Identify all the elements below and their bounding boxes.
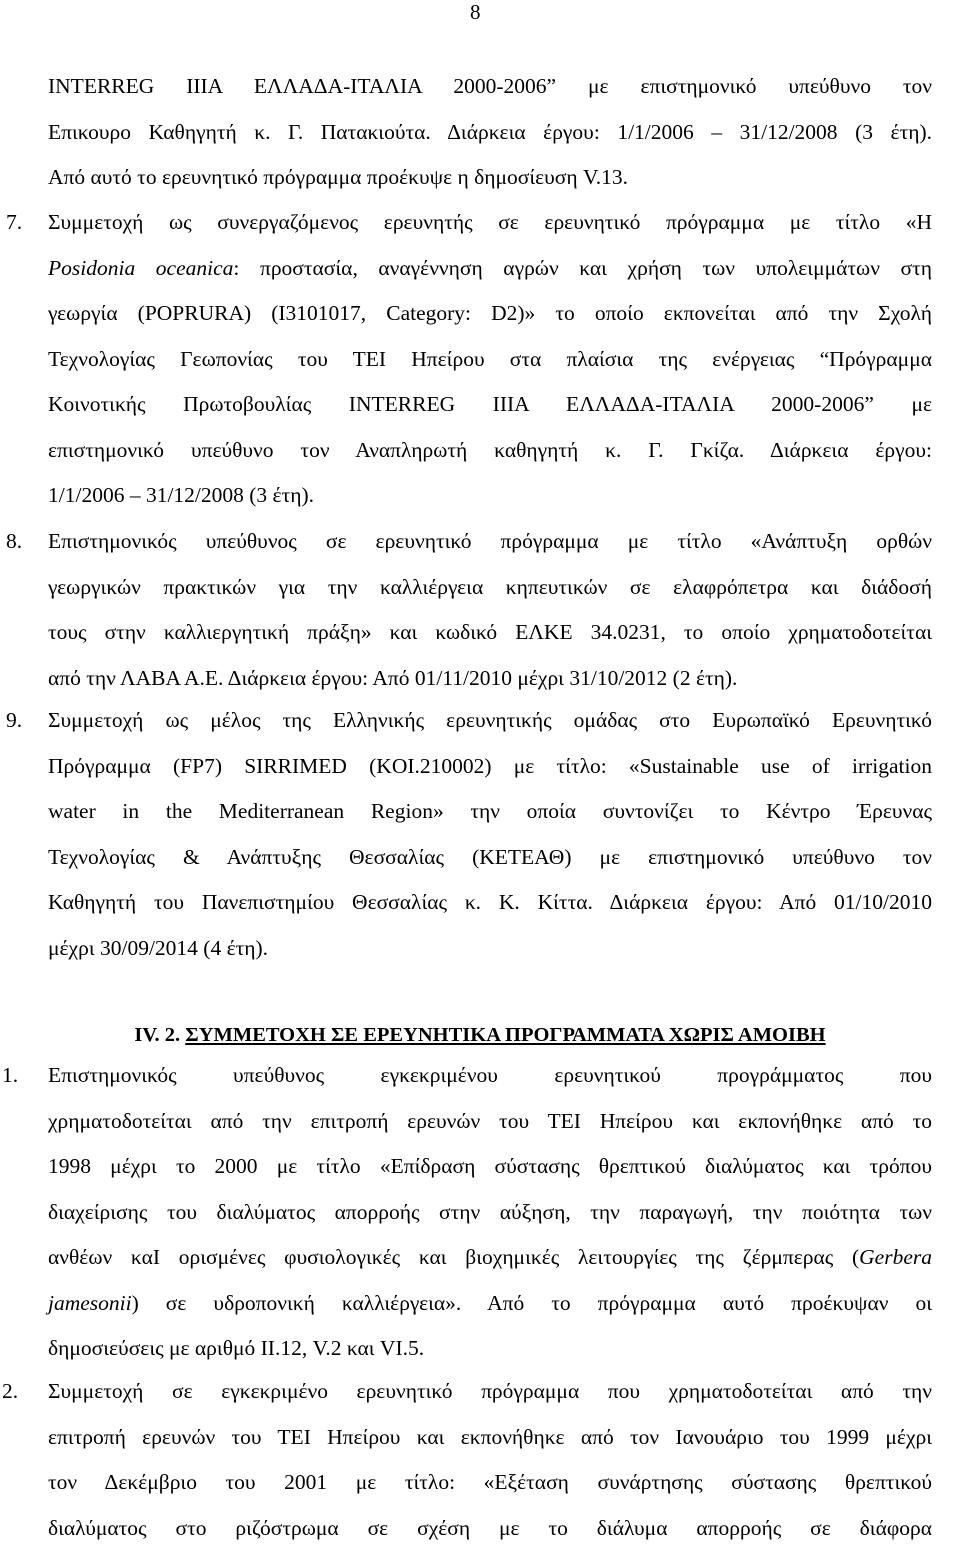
page-number: 8 [470, 0, 481, 25]
text-line: 1998 μέχρι το 2000 με τίτλο «Επίδραση σύστασης θρεπτικού διαλύματος και τρόπου [48, 1144, 932, 1190]
text-line: γεωργικών πρακτικών για την καλλιέργεια κηπευτικών σε ελαφρόπετρα και διάδοσή [48, 565, 932, 611]
text-fragment: ανθέων καI ορισμένες φυσιολογικές και βιοχημικές λειτουργίες της ζέρμπερας ( [48, 1245, 859, 1269]
text-line: διαλύματος στο ριζόστρωμα σε σχέση με το διάλυμα απορροής σε διάφορα [48, 1506, 932, 1551]
text-line: Επιστημονικός υπεύθυνος σε ερευνητικό πρόγραμμα με τίτλο «Ανάπτυξη ορθών [48, 519, 932, 565]
list-item-1 [48, 1053, 932, 1372]
text-line: επιτροπή ερευνών του ΤΕΙ Ηπείρου και εκπονήθηκε από τον Ιανουάριο του 1999 μέχρι [48, 1415, 932, 1461]
text-line: Επικουρο Καθηγητή κ. Γ. Πατακιούτα. Διάρκεια έργου: 1/1/2006 – 31/12/2008 (3 έτη). [48, 110, 932, 156]
text-line [48, 1235, 932, 1281]
list-item-2 [48, 1369, 932, 1551]
text-line: δημοσιεύσεις με αριθμό ΙΙ.12, V.2 και VI.5. [48, 1326, 932, 1372]
list-item-9 [48, 698, 932, 971]
text-line: από την ΛΑΒΑ Α.Ε. Διάρκεια έργου: Από 01/11/2010 μέχρι 31/10/2012 (2 έτη). [48, 656, 932, 702]
text-line: μέχρι 30/09/2014 (4 έτη). [48, 926, 932, 972]
text-line: τους στην καλλιεργητική πράξη» και κωδικό ΕΛΚΕ 34.0231, το οποίο χρηματοδοτείται [48, 610, 932, 656]
text-line: Κοινοτικής Πρωτοβουλίας INTERREG IIIA ΕΛΛΑΔΑ-ΙΤΑΛΙΑ 2000-2006” με [48, 382, 932, 428]
species-name: Gerbera [859, 1245, 932, 1269]
section-heading [0, 1022, 960, 1048]
text-line: Επιστημονικός υπεύθυνος εγκεκριμένου ερευνητικού προγράμματος που [48, 1053, 932, 1099]
list-item-7 [48, 200, 932, 519]
item-number: 1. [2, 1053, 42, 1099]
text-line: Τεχνολογίας Γεωπονίας του ΤΕΙ Ηπείρου στα πλαίσια της ενέργειας “Πρόγραμμα [48, 337, 932, 383]
text-fragment: : προστασία, αναγέννηση αγρών και χρήση των υπολειμμάτων στη [233, 256, 932, 280]
text-line: Πρόγραμμα (FP7) SIRRIMED (KOI.210002) με τίτλο: «Sustainable use of irrigation [48, 744, 932, 790]
text-line: Τεχνολογίας & Ανάπτυξης Θεσσαλίας (ΚΕΤΕΑΘ) με επιστημονικό υπεύθυνο τον [48, 835, 932, 881]
species-name: jamesonii [48, 1291, 132, 1315]
continued-paragraph [48, 64, 932, 201]
text-line: Συμμετοχή ως μέλος της Ελληνικής ερευνητικής ομάδας στο Ευρωπαϊκό Ερευνητικό [48, 698, 932, 744]
text-line: διαχείρισης του διαλύματος απορροής στην αύξηση, την παραγωγή, την ποιότητα των [48, 1190, 932, 1236]
text-line: Από αυτό το ερευνητικό πρόγραμμα προέκυψε η δημοσίευση V.13. [48, 155, 932, 201]
text-line: τον Δεκέμβριο του 2001 με τίτλο: «Εξέταση συνάρτησης σύστασης θρεπτικού [48, 1460, 932, 1506]
item-number: 7. [6, 200, 46, 246]
species-name: Posidonia oceanica [48, 256, 233, 280]
text-line: χρηματοδοτείται από την επιτροπή ερευνών του ΤΕΙ Ηπείρου και εκπονήθηκε από το [48, 1099, 932, 1145]
text-line: 1/1/2006 – 31/12/2008 (3 έτη). [48, 473, 932, 519]
text-line: INTERREG IIIA ΕΛΛΑΔΑ-ΙΤΑΛΙΑ 2000-2006” με επιστημονικό υπεύθυνο τον [48, 64, 932, 110]
text-line [48, 1281, 932, 1327]
text-line: γεωργία (POPRURA) (I3101017, Category: D2)» το οποίο εκπονείται από την Σχολή [48, 291, 932, 337]
item-number: 9. [6, 698, 46, 744]
text-line: Συμμετοχή σε εγκεκριμένο ερευνητικό πρόγραμμα που χρηματοδοτείται από την [48, 1369, 932, 1415]
item-number: 2. [2, 1369, 42, 1415]
list-item-8 [48, 519, 932, 701]
text-line: επιστημονικό υπεύθυνο τον Αναπληρωτή καθηγητή κ. Γ. Γκίζα. Διάρκεια έργου: [48, 428, 932, 474]
text-line: water in the Mediterranean Region» την οποία συντονίζει το Κέντρο Έρευνας [48, 789, 932, 835]
text-line [48, 246, 932, 292]
item-number: 8. [6, 519, 46, 565]
text-line: Καθηγητή του Πανεπιστημίου Θεσσαλίας κ. Κ. Κίττα. Διάρκεια έργου: Από 01/10/2010 [48, 880, 932, 926]
section-number: IV. 2. [134, 1024, 185, 1046]
text-line: Συμμετοχή ως συνεργαζόμενος ερευνητής σε ερευνητικό πρόγραμμα με τίτλο «Η [48, 200, 932, 246]
section-title: ΣΥΜΜΕΤΟΧΗ ΣΕ ΕΡΕΥΝΗΤΙΚΑ ΠΡΟΓΡΑΜΜΑΤΑ ΧΩΡΙΣ ΑΜΟΙΒΗ [185, 1024, 825, 1046]
text-fragment: ) σε υδροπονική καλλιέργεια». Από το πρόγραμμα αυτό προέκυψαν οι [132, 1291, 932, 1315]
